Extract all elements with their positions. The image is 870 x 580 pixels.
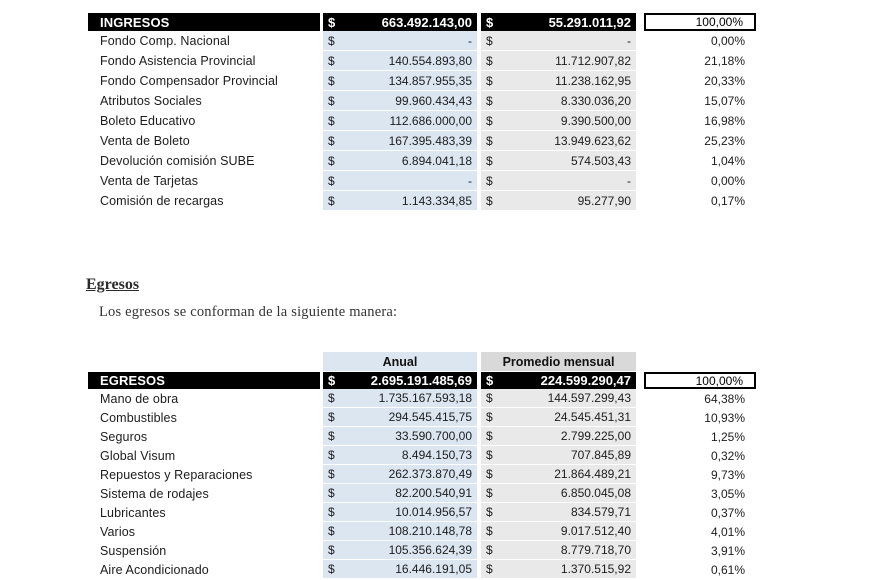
currency-symbol: $ <box>328 467 335 481</box>
row-mensual-cell <box>481 111 636 131</box>
row-mensual-cell <box>481 171 636 191</box>
table-row <box>88 408 760 427</box>
ingresos-header-mensual-cell <box>481 13 636 31</box>
row-anual-cell <box>323 191 477 211</box>
row-anual-cell <box>323 171 477 191</box>
row-mensual-cell-value: 24.545.451,31 <box>554 410 631 424</box>
row-mensual-cell-value: 95.277,90 <box>577 193 631 208</box>
row-pct-cell: 0,61% <box>710 562 745 577</box>
row-anual-cell <box>323 465 477 484</box>
currency-symbol: $ <box>328 429 335 443</box>
table-row <box>88 484 760 503</box>
table-row <box>88 522 760 541</box>
ingresos-header-row <box>88 13 760 31</box>
row-mensual-cell-value: 144.597.299,43 <box>547 391 631 405</box>
row-label: Global Visum <box>100 448 176 463</box>
currency-symbol: $ <box>328 53 335 68</box>
table-row <box>88 446 760 465</box>
row-anual-cell <box>323 151 477 171</box>
ingresos-header-mensual-value: 55.291.011,92 <box>548 14 631 30</box>
row-anual-cell <box>323 408 477 427</box>
row-mensual-cell <box>481 408 636 427</box>
row-anual-cell <box>323 427 477 446</box>
row-mensual-cell-value: - <box>627 33 631 48</box>
row-mensual-cell <box>481 522 636 541</box>
row-pct-cell: 16,98% <box>704 114 745 128</box>
row-mensual-cell <box>481 51 636 71</box>
row-anual-cell-value: 8.494.150,73 <box>401 448 472 462</box>
row-label: Varios <box>100 524 136 539</box>
row-anual-cell-value: 108.210.148,78 <box>388 524 472 538</box>
currency-symbol: $ <box>486 153 493 168</box>
currency-symbol: $ <box>328 562 335 576</box>
table-row <box>88 51 760 71</box>
row-mensual-cell <box>481 560 636 579</box>
egresos-paragraph: Los egresos se conforman de la siguiente manera: <box>99 304 398 320</box>
row-mensual-cell <box>481 465 636 484</box>
row-mensual-cell <box>481 191 636 211</box>
table-row <box>88 389 760 408</box>
table-row <box>88 91 760 111</box>
row-mensual-cell <box>481 541 636 560</box>
row-anual-cell <box>323 560 477 579</box>
row-mensual-cell-value: 1.370.515,92 <box>560 562 631 576</box>
currency-symbol: $ <box>486 448 493 462</box>
currency-symbol: $ <box>328 73 335 88</box>
row-label: Fondo Asistencia Provincial <box>100 54 256 68</box>
row-anual-cell-value: 134.857.955,35 <box>388 73 472 88</box>
currency-symbol: $ <box>486 14 494 30</box>
currency-symbol: $ <box>486 73 493 88</box>
row-anual-cell-value: 1.143.334,85 <box>401 193 472 208</box>
row-anual-cell <box>323 446 477 465</box>
currency-symbol: $ <box>328 410 335 424</box>
table-row <box>88 171 760 191</box>
row-anual-cell-value: 105.356.624,39 <box>388 543 472 557</box>
currency-symbol: $ <box>486 562 493 576</box>
currency-symbol: $ <box>486 133 493 148</box>
row-anual-cell-value: 82.200.540,91 <box>395 486 472 500</box>
table-row <box>88 71 760 91</box>
row-anual-cell-value: 16.446.191,05 <box>395 562 472 576</box>
egresos-heading: Egresos <box>86 276 140 293</box>
table-row <box>88 151 760 171</box>
table-row <box>88 111 760 131</box>
row-mensual-cell <box>481 389 636 408</box>
row-label: Venta de Tarjetas <box>100 174 199 188</box>
currency-symbol: $ <box>328 543 335 557</box>
currency-symbol: $ <box>328 173 335 188</box>
row-anual-cell <box>323 71 477 91</box>
currency-symbol: $ <box>486 410 493 424</box>
row-anual-cell <box>323 522 477 541</box>
egresos-header-row <box>88 372 760 389</box>
egresos-header-pct-cell: 100,00% <box>644 372 756 389</box>
row-pct-cell: 3,91% <box>710 543 745 558</box>
row-pct-cell: 1,25% <box>710 429 745 444</box>
row-label: Devolución comisión SUBE <box>100 154 255 168</box>
currency-symbol: $ <box>486 113 493 128</box>
row-pct-cell: 0,17% <box>710 194 745 208</box>
currency-symbol: $ <box>328 153 335 168</box>
row-mensual-cell <box>481 484 636 503</box>
row-mensual-cell <box>481 91 636 111</box>
row-mensual-cell <box>481 31 636 51</box>
currency-symbol: $ <box>328 486 335 500</box>
row-label: Lubricantes <box>100 505 166 520</box>
row-label: Sistema de rodajes <box>100 486 209 501</box>
row-pct-cell: 15,07% <box>704 94 745 108</box>
currency-symbol: $ <box>328 93 335 108</box>
table-row <box>88 131 760 151</box>
currency-symbol: $ <box>486 543 493 557</box>
row-anual-cell-value: 33.590.700,00 <box>395 429 472 443</box>
row-mensual-cell <box>481 151 636 171</box>
row-mensual-cell-value: - <box>627 173 631 188</box>
currency-symbol: $ <box>486 486 493 500</box>
row-anual-cell <box>323 541 477 560</box>
row-pct-cell: 64,38% <box>704 391 745 406</box>
row-mensual-cell-value: 8.330.036,20 <box>560 93 631 108</box>
table-row <box>88 427 760 446</box>
row-anual-cell <box>323 389 477 408</box>
row-label: Combustibles <box>100 410 177 425</box>
row-anual-cell-value: 294.545.415,75 <box>388 410 472 424</box>
row-label: Aire Acondicionado <box>100 562 209 577</box>
row-anual-cell-value: 1.735.167.593,18 <box>378 391 472 405</box>
row-label: Comisión de recargas <box>100 194 224 208</box>
table-row <box>88 560 760 579</box>
currency-symbol: $ <box>486 467 493 481</box>
row-pct-cell: 9,73% <box>710 467 745 482</box>
currency-symbol: $ <box>486 505 493 519</box>
row-mensual-cell <box>481 503 636 522</box>
egresos-table <box>88 352 760 579</box>
row-mensual-cell-value: 9.017.512,40 <box>560 524 631 538</box>
row-anual-cell-value: 262.373.870,49 <box>388 467 472 481</box>
row-anual-cell <box>323 484 477 503</box>
row-mensual-cell-value: 834.579,71 <box>570 505 631 519</box>
row-label: Repuestos y Reparaciones <box>100 467 253 482</box>
currency-symbol: $ <box>328 113 335 128</box>
currency-symbol: $ <box>328 14 336 30</box>
currency-symbol: $ <box>486 524 493 538</box>
ingresos-header-anual-value: 663.492.143,00 <box>381 14 472 30</box>
row-label: Boleto Educativo <box>100 114 196 128</box>
row-pct-cell: 0,00% <box>710 174 745 188</box>
row-anual-cell-value: 6.894.041,18 <box>401 153 472 168</box>
row-mensual-cell-value: 707.845,89 <box>570 448 631 462</box>
egresos-header-anual-cell <box>323 372 477 389</box>
row-mensual-cell-value: 574.503,43 <box>570 153 631 168</box>
column-header-spacer <box>88 352 320 371</box>
row-pct-cell: 3,05% <box>710 486 745 501</box>
currency-symbol: $ <box>328 448 335 462</box>
column-header-anual: Anual <box>323 352 477 371</box>
currency-symbol: $ <box>328 133 335 148</box>
row-pct-cell: 10,93% <box>704 410 745 425</box>
currency-symbol: $ <box>328 524 335 538</box>
row-mensual-cell <box>481 71 636 91</box>
egresos-column-headers <box>88 352 760 371</box>
row-anual-cell-value: 10.014.956,57 <box>395 505 472 519</box>
egresos-header-mensual-cell <box>481 372 636 389</box>
currency-symbol: $ <box>486 173 493 188</box>
currency-symbol: $ <box>486 391 493 405</box>
currency-symbol: $ <box>328 373 336 388</box>
row-pct-cell: 4,01% <box>710 524 745 539</box>
row-anual-cell <box>323 111 477 131</box>
row-pct-cell: 20,33% <box>704 74 745 88</box>
row-anual-cell <box>323 503 477 522</box>
row-pct-cell: 25,23% <box>704 134 745 148</box>
row-label: Suspensión <box>100 543 167 558</box>
row-label: Fondo Comp. Nacional <box>100 34 230 48</box>
row-label: Fondo Compensador Provincial <box>100 74 278 88</box>
row-mensual-cell <box>481 131 636 151</box>
row-mensual-cell-value: 6.850.045,08 <box>560 486 631 500</box>
currency-symbol: $ <box>486 53 493 68</box>
row-pct-cell: 21,18% <box>704 54 745 68</box>
currency-symbol: $ <box>328 33 335 48</box>
table-row <box>88 31 760 51</box>
egresos-header-mensual-value: 224.599.290,47 <box>540 373 631 388</box>
row-anual-cell <box>323 131 477 151</box>
row-anual-cell <box>323 31 477 51</box>
row-anual-cell-value: - <box>468 173 472 188</box>
ingresos-header-label: INGRESOS <box>88 13 320 31</box>
row-mensual-cell-value: 8.779.718,70 <box>560 543 631 557</box>
row-label: Atributos Sociales <box>100 94 202 108</box>
row-mensual-cell <box>481 427 636 446</box>
row-anual-cell <box>323 51 477 71</box>
ingresos-table <box>88 13 760 211</box>
row-anual-cell-value: - <box>468 33 472 48</box>
ingresos-header-anual-cell <box>323 13 477 31</box>
row-label: Venta de Boleto <box>100 134 190 148</box>
row-mensual-cell-value: 13.949.623,62 <box>554 133 631 148</box>
egresos-header-anual-value: 2.695.191.485,69 <box>370 373 472 388</box>
egresos-header-label: EGRESOS <box>88 372 320 389</box>
row-pct-cell: 1,04% <box>710 154 745 168</box>
currency-symbol: $ <box>328 193 335 208</box>
currency-symbol: $ <box>328 505 335 519</box>
currency-symbol: $ <box>486 193 493 208</box>
row-pct-cell: 0,37% <box>710 505 745 520</box>
table-row <box>88 191 760 211</box>
table-row <box>88 503 760 522</box>
row-anual-cell <box>323 91 477 111</box>
currency-symbol: $ <box>486 429 493 443</box>
table-row <box>88 541 760 560</box>
row-anual-cell-value: 112.686.000,00 <box>389 113 472 128</box>
currency-symbol: $ <box>486 373 494 388</box>
ingresos-header-pct-cell: 100,00% <box>644 13 756 31</box>
row-label: Mano de obra <box>100 391 179 406</box>
currency-symbol: $ <box>328 391 335 405</box>
ingresos-rows <box>88 31 760 211</box>
currency-symbol: $ <box>486 33 493 48</box>
row-mensual-cell-value: 11.712.907,82 <box>555 53 631 68</box>
row-mensual-cell-value: 2.799.225,00 <box>560 429 631 443</box>
row-label: Seguros <box>100 429 148 444</box>
row-anual-cell-value: 99.960.434,43 <box>395 93 472 108</box>
row-mensual-cell-value: 21.864.489,21 <box>554 467 631 481</box>
row-mensual-cell <box>481 446 636 465</box>
row-pct-cell: 0,00% <box>710 34 745 48</box>
row-pct-cell: 0,32% <box>710 448 745 463</box>
table-row <box>88 465 760 484</box>
row-mensual-cell-value: 9.390.500,00 <box>560 113 631 128</box>
row-anual-cell-value: 167.395.483,39 <box>388 133 472 148</box>
row-anual-cell-value: 140.554.893,80 <box>388 53 472 68</box>
row-mensual-cell-value: 11.238.162,95 <box>555 73 631 88</box>
egresos-rows <box>88 389 760 579</box>
column-header-mensual: Promedio mensual <box>481 352 636 371</box>
currency-symbol: $ <box>486 93 493 108</box>
